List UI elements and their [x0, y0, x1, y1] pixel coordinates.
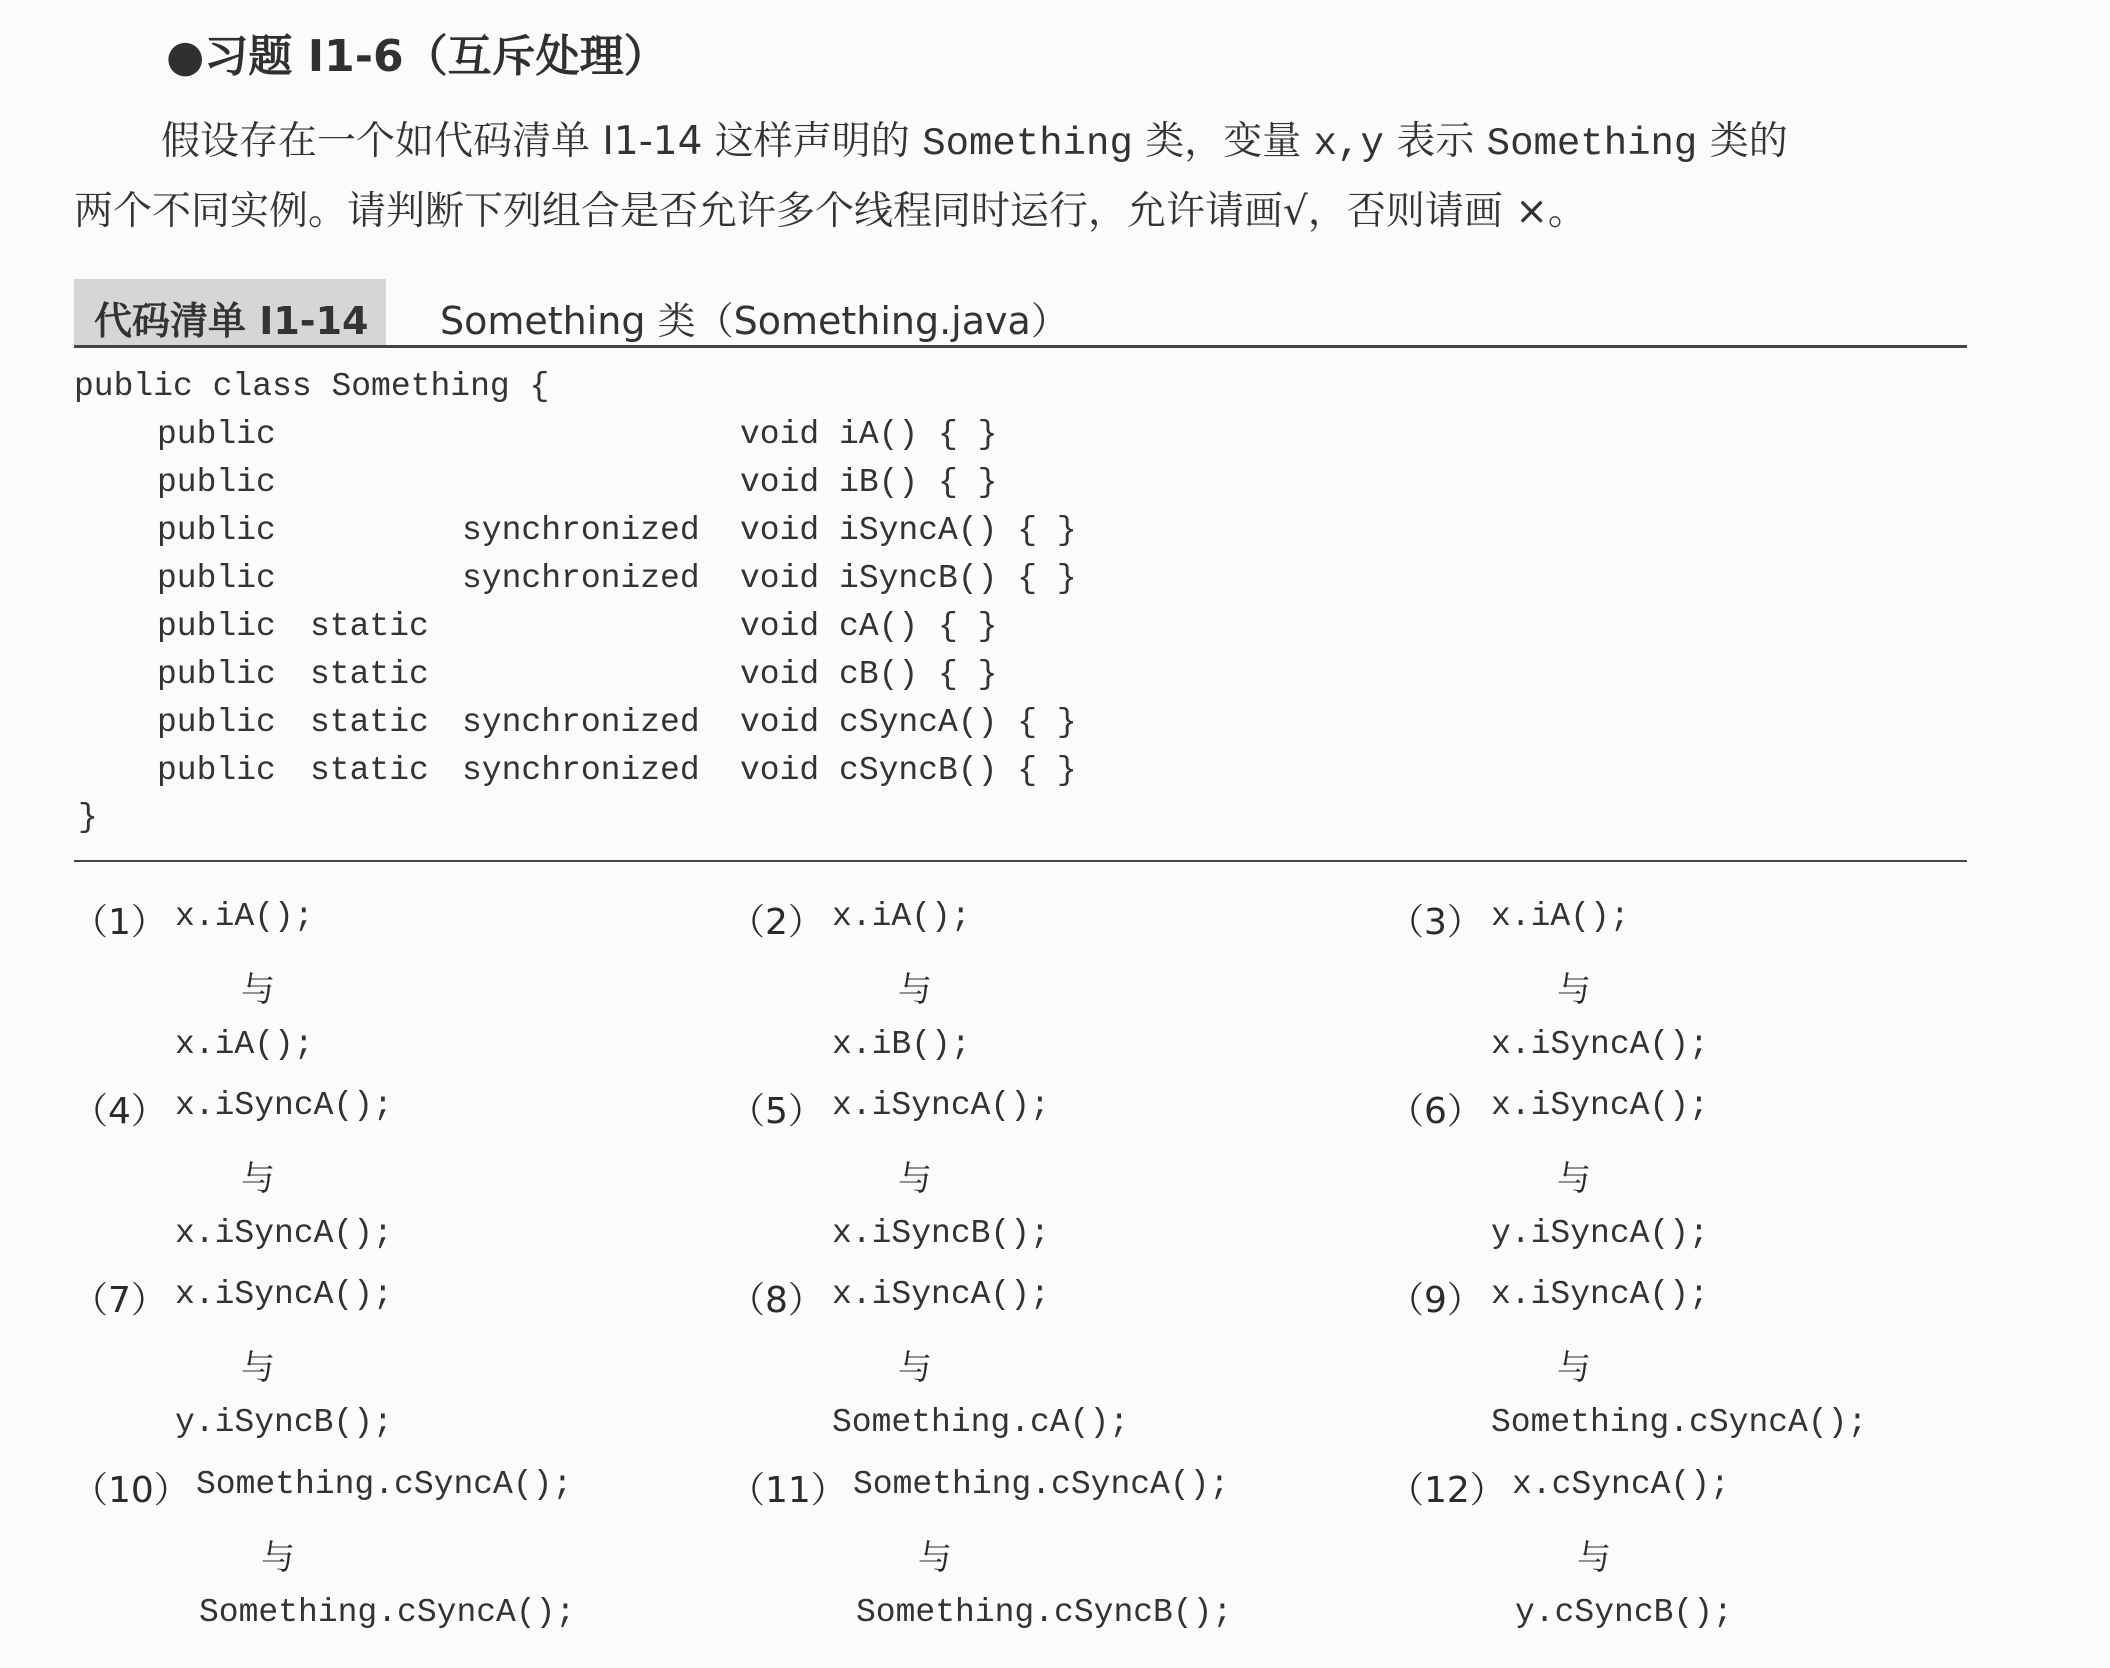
exercise-number: （10）	[72, 1470, 190, 1511]
code-term: Something	[922, 122, 1133, 166]
exercise-with: 与	[898, 970, 932, 1010]
exercise-with: 与	[241, 1159, 275, 1199]
exercise-call-a: x.iSyncA();	[1491, 1087, 1709, 1124]
code-token-static: static	[310, 752, 429, 789]
exercise-with: 与	[918, 1538, 952, 1578]
exercise-call-a: x.iA();	[832, 898, 971, 935]
exercise-call-a: Something.cSyncA();	[196, 1466, 573, 1503]
code-token-sync: synchronized	[462, 704, 700, 741]
exercise-title: ●习题 I1-6（互斥处理）	[166, 31, 668, 82]
code-line	[0, 704, 2110, 744]
code-token-mod: public	[157, 464, 276, 501]
exercise-number: （9）	[1388, 1280, 1483, 1321]
code-token-rest: void cSyncA() { }	[740, 704, 1077, 741]
code-line	[0, 512, 2110, 552]
listing-caption: Something 类（Something.java）	[440, 299, 1069, 343]
listing-label: 代码清单 I1-14	[94, 299, 369, 343]
exercise-number: （4）	[72, 1091, 167, 1132]
exercise-call-a: x.iA();	[1491, 898, 1630, 935]
exercise-number: （6）	[1388, 1091, 1483, 1132]
exercise-number: （7）	[72, 1280, 167, 1321]
text: 表示	[1383, 119, 1487, 164]
code-line	[0, 608, 2110, 648]
exercise-call-a: x.cSyncA();	[1512, 1466, 1730, 1503]
code-token-mod: public	[157, 656, 276, 693]
code-token-rest: void iSyncA() { }	[740, 512, 1077, 549]
exercise-with: 与	[1577, 1538, 1611, 1578]
listing-top-rule	[74, 345, 1967, 348]
code-token-rest: void iB() { }	[740, 464, 998, 501]
exercise-call-b: x.iSyncA();	[175, 1215, 393, 1252]
code-first-line: public class Something {	[74, 368, 550, 405]
code-token-sync: synchronized	[462, 512, 700, 549]
exercise-with: 与	[1557, 1348, 1591, 1388]
code-line	[0, 416, 2110, 456]
exercise-call-a: x.iSyncA();	[1491, 1276, 1709, 1313]
code-last-line: }	[78, 799, 98, 836]
exercise-call-b: y.iSyncB();	[175, 1404, 393, 1441]
exercise-number: （5）	[729, 1091, 824, 1132]
code-token-mod: public	[157, 512, 276, 549]
exercise-with: 与	[898, 1159, 932, 1199]
code-token-sync: synchronized	[462, 560, 700, 597]
exercise-with: 与	[1557, 1159, 1591, 1199]
code-line	[0, 656, 2110, 696]
exercise-number: （11）	[729, 1470, 847, 1511]
exercise-with: 与	[241, 1348, 275, 1388]
code-token-mod: public	[157, 704, 276, 741]
exercise-with: 与	[1557, 970, 1591, 1010]
code-token-mod: public	[157, 608, 276, 645]
exercise-with: 与	[241, 970, 275, 1010]
code-token-rest: void iSyncB() { }	[740, 560, 1077, 597]
code-token-sync: synchronized	[462, 752, 700, 789]
exercise-call-b: x.iSyncA();	[1491, 1026, 1709, 1063]
exercise-call-a: x.iSyncA();	[175, 1276, 393, 1313]
code-token-mod: public	[157, 560, 276, 597]
exercise-call-a: x.iSyncA();	[175, 1087, 393, 1124]
exercise-call-b: y.cSyncB();	[1515, 1594, 1733, 1631]
exercise-call-b: Something.cSyncB();	[856, 1594, 1233, 1631]
code-line	[0, 752, 2110, 792]
code-token-rest: void cSyncB() { }	[740, 752, 1077, 789]
text: 类，变量	[1132, 119, 1314, 164]
exercise-call-a: x.iSyncA();	[832, 1087, 1050, 1124]
exercise-number: （2）	[729, 902, 824, 943]
code-token-mod: public	[157, 752, 276, 789]
code-token-static: static	[310, 608, 429, 645]
code-term: x,y	[1313, 122, 1384, 166]
exercise-call-b: x.iB();	[832, 1026, 971, 1063]
exercise-call-b: Something.cA();	[832, 1404, 1130, 1441]
exercise-call-b: x.iA();	[175, 1026, 314, 1063]
exercise-call-a: Something.cSyncA();	[853, 1466, 1230, 1503]
paragraph-line-2: 两个不同实例。请判断下列组合是否允许多个线程同时运行，允许请画√，否则请画 ×。	[74, 189, 1587, 234]
paragraph-line-1	[161, 110, 1788, 166]
exercise-number: （3）	[1388, 902, 1483, 943]
exercise-call-a: x.iSyncA();	[832, 1276, 1050, 1313]
code-token-rest: void cA() { }	[740, 608, 998, 645]
code-token-rest: void cB() { }	[740, 656, 998, 693]
exercise-number: （1）	[72, 902, 167, 943]
text: 假设存在一个如代码清单 I1-14 这样声明的	[161, 119, 923, 164]
code-token-static: static	[310, 656, 429, 693]
code-term: Something	[1486, 122, 1698, 166]
exercise-call-b: Something.cSyncA();	[1491, 1404, 1868, 1441]
exercise-with: 与	[898, 1348, 932, 1388]
exercise-call-b: y.iSyncA();	[1491, 1215, 1709, 1252]
code-token-static: static	[310, 704, 429, 741]
listing-bottom-rule	[74, 860, 1967, 862]
exercise-call-b: Something.cSyncA();	[199, 1594, 576, 1631]
code-token-mod: public	[157, 416, 276, 453]
code-line	[0, 464, 2110, 504]
exercise-call-a: x.iA();	[175, 898, 314, 935]
exercise-call-b: x.iSyncB();	[832, 1215, 1050, 1252]
exercise-with: 与	[261, 1538, 295, 1578]
text: 类的	[1697, 119, 1788, 164]
code-token-rest: void iA() { }	[740, 416, 998, 453]
code-line	[0, 560, 2110, 600]
exercise-number: （12）	[1388, 1470, 1506, 1511]
exercise-number: （8）	[729, 1280, 824, 1321]
